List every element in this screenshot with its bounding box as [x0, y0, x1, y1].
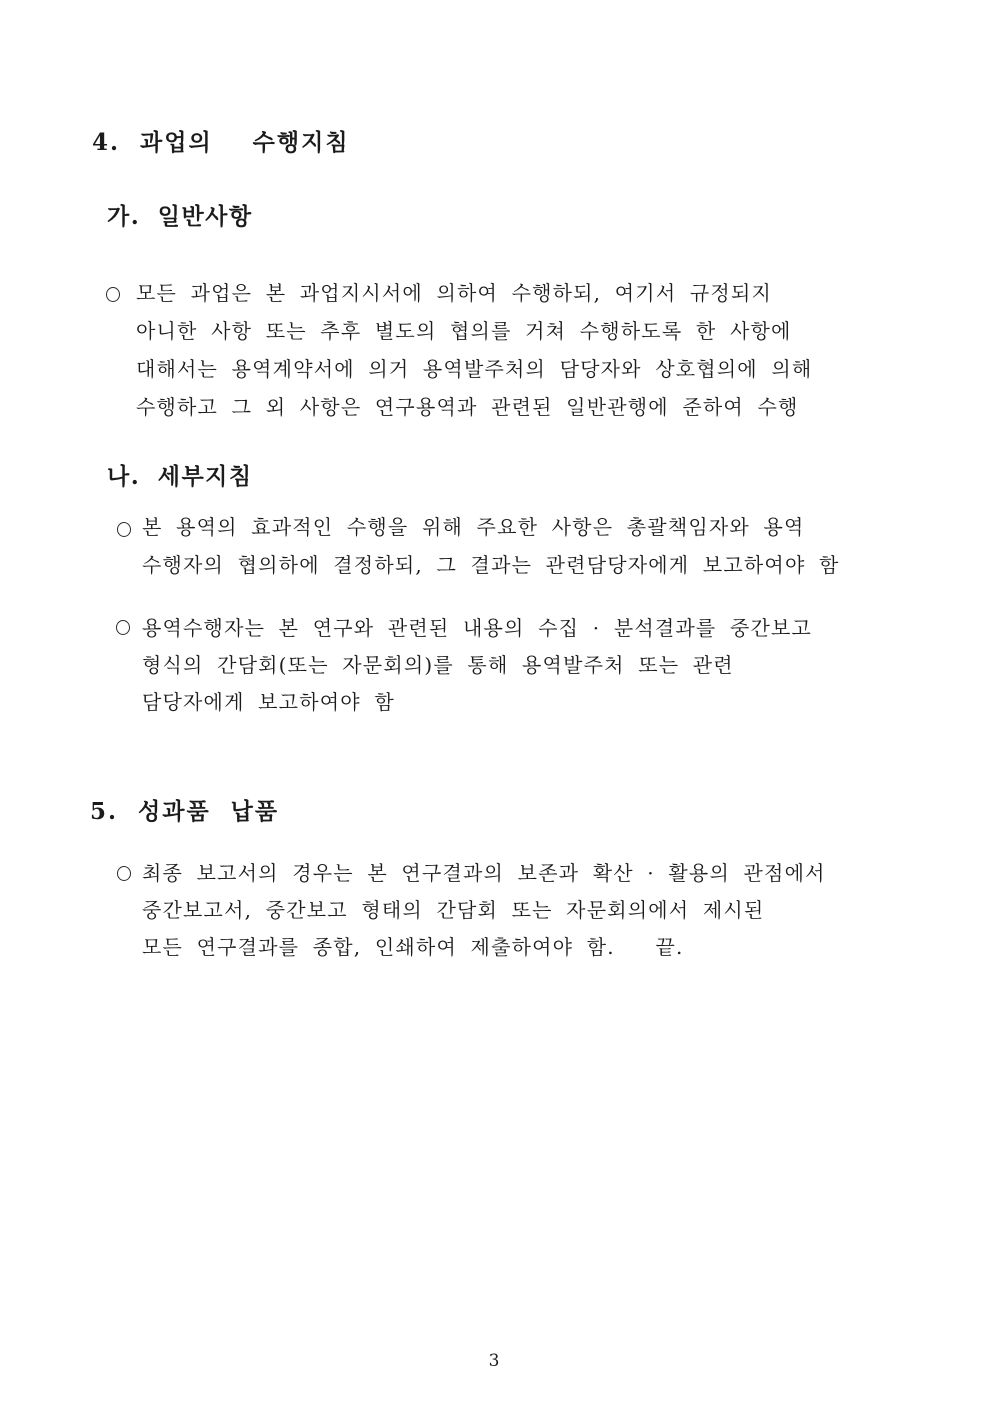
text-line: 수행하고 그 외 사항은 연구용역과 관련된 일반관행에 준하여 수행 — [136, 395, 799, 419]
text-line: 형식의 간담회(또는 자문회의)를 통해 용역발주처 또는 관련 — [142, 653, 734, 677]
text-line: 모든 과업은 본 과업지시서에 의하여 수행하되, 여기서 규정되지 — [136, 281, 772, 305]
text-line: 최종 보고서의 경우는 본 연구결과의 보존과 확산 · 활용의 관점에서 — [142, 861, 826, 885]
circle-bullet-icon — [117, 522, 131, 537]
text-line: 담당자에게 보고하여야 함 — [142, 690, 395, 714]
subsection-na-heading: 나. 세부지침 — [107, 463, 253, 490]
text-line: 대해서는 용역계약서에 의거 용역발주처의 담당자와 상호협의에 의해 — [136, 357, 813, 381]
circle-bullet-icon — [117, 866, 131, 881]
subsection-ga-heading: 가. 일반사항 — [107, 203, 253, 230]
circle-bullet-icon — [106, 287, 120, 302]
text-line: 아니한 사항 또는 추후 별도의 협의를 거쳐 수행하도록 한 사항에 — [136, 319, 792, 343]
page-number: 3 — [488, 1351, 500, 1371]
text-line: 수행자의 협의하에 결정하되, 그 결과는 관련담당자에게 보고하여야 함 — [142, 553, 840, 577]
section-4-heading: 4. 과업의 수행지침 — [92, 129, 350, 156]
text-line: 모든 연구결과를 종합, 인쇄하여 제출하여야 함. 끝. — [142, 935, 684, 959]
section-5-heading: 5. 성과품 납품 — [90, 798, 280, 825]
text-line: 용역수행자는 본 연구와 관련된 내용의 수집 · 분석결과를 중간보고 — [142, 616, 813, 640]
circle-bullet-icon — [116, 620, 130, 635]
text-line: 본 용역의 효과적인 수행을 위해 주요한 사항은 총괄책임자와 용역 — [142, 515, 805, 539]
text-line: 중간보고서, 중간보고 형태의 간담회 또는 자문회의에서 제시된 — [142, 898, 765, 922]
